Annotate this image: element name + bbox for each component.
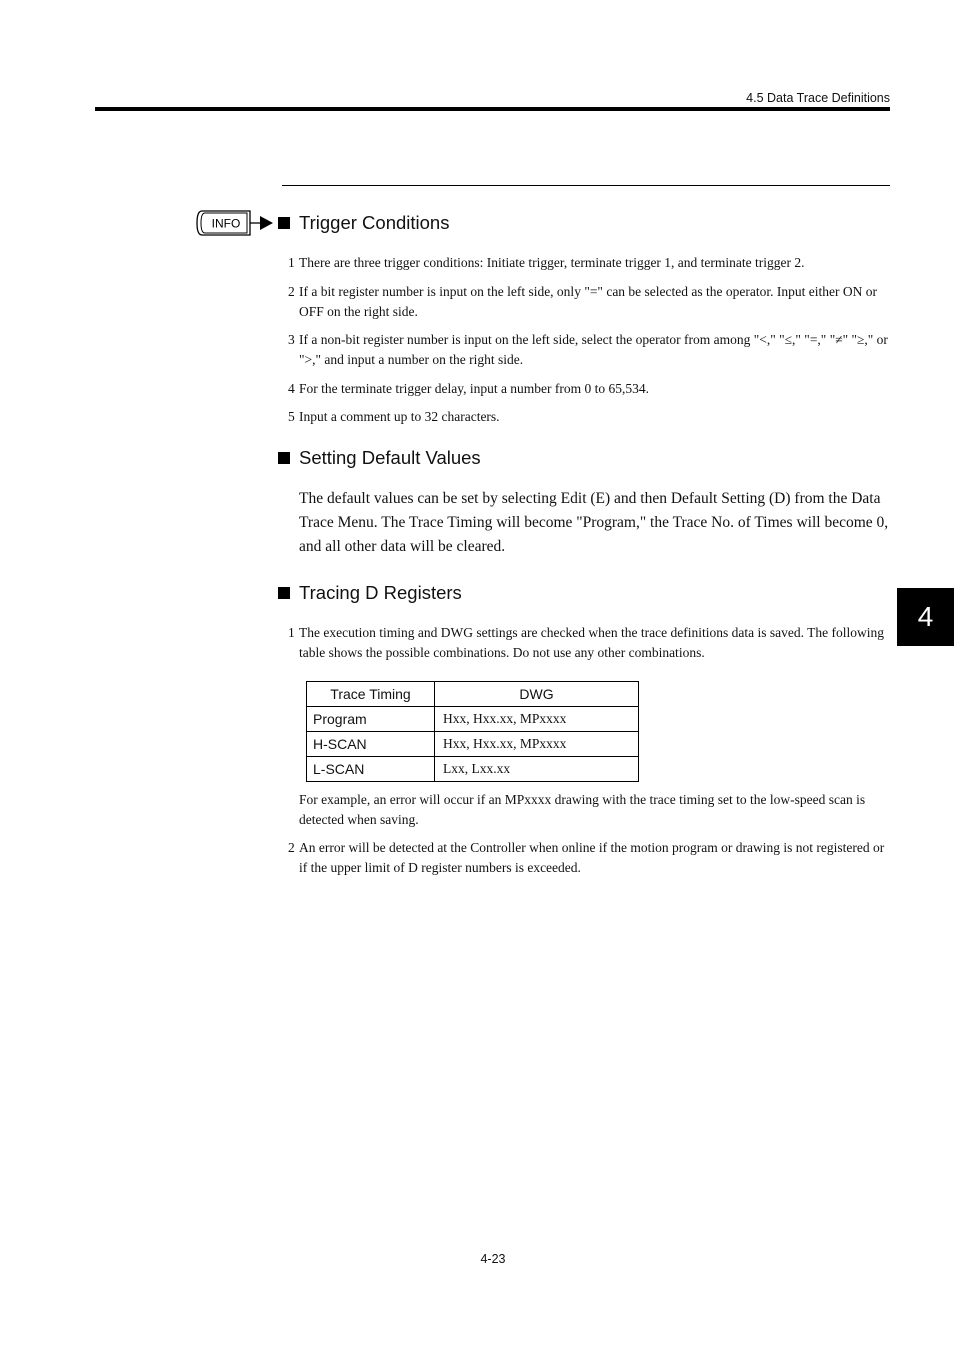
- heading-trigger-conditions: [278, 212, 449, 234]
- table-cell: Program: [307, 707, 435, 732]
- item-text: There are three trigger conditions: Initiate trigger, terminate trigger 1, and terminate trigger 2.: [299, 255, 805, 270]
- section-divider: [282, 185, 890, 186]
- heading-text: Setting Default Values: [299, 447, 481, 468]
- item-text: For the terminate trigger delay, input a number from 0 to 65,534.: [299, 381, 650, 396]
- table-row: [307, 707, 639, 732]
- table-cell: Hxx, Hxx.xx, MPxxxx: [435, 732, 639, 757]
- heading-tracing-d-registers: [278, 582, 462, 604]
- table-header-row: [307, 682, 639, 707]
- info-icon-label: INFO: [211, 216, 241, 231]
- column-header: Trace Timing: [307, 682, 435, 707]
- item-number: 2: [288, 840, 295, 855]
- item-number: 2: [288, 284, 295, 299]
- item-number: 1: [288, 255, 295, 270]
- list-item: [288, 379, 890, 399]
- item-number: 1: [288, 625, 295, 640]
- item-text: If a non-bit register number is input on the left side, select the operator from among "<," "≤," "=," "≠" "≥," or ">," and input a number on the right side.: [299, 332, 888, 367]
- trace-dwg-table: [306, 681, 639, 782]
- heading-text: Tracing D Registers: [299, 582, 462, 603]
- heading-setting-default-values: [278, 447, 481, 469]
- square-bullet-icon: [278, 587, 290, 599]
- list-item: [288, 330, 890, 370]
- square-bullet-icon: [278, 217, 290, 229]
- example-paragraph: For example, an error will occur if an MPxxxx drawing with the trace timing set to the low-speed scan is detected when saving.: [299, 792, 866, 827]
- default-values-paragraph: The default values can be set by selecting Edit (E) and then Default Setting (D) from the Data Trace Menu. The Trace Timing will become "Program," the Trace No. of Times will become 0, and all other data will be cleared.: [299, 490, 889, 555]
- item-number: 5: [288, 409, 295, 424]
- table-cell: H-SCAN: [307, 732, 435, 757]
- list-item: [288, 623, 890, 663]
- chapter-tab: 4: [897, 588, 954, 646]
- list-item: [288, 838, 890, 878]
- running-header: 4.5 Data Trace Definitions: [746, 91, 890, 105]
- info-icon: [196, 209, 274, 237]
- table-row: [307, 757, 639, 782]
- column-header: DWG: [435, 682, 639, 707]
- item-number: 3: [288, 332, 295, 347]
- list-item: [288, 407, 890, 427]
- page-number: 4-23: [480, 1252, 506, 1266]
- list-item: [288, 282, 890, 322]
- item-text: An error will be detected at the Controller when online if the motion program or drawing is not registered or if the upper limit of D register numbers is exceeded.: [299, 840, 885, 875]
- item-text: The execution timing and DWG settings are checked when the trace definitions data is saved. The following table shows the possible combinations. Do not use any other combinations.: [299, 625, 884, 660]
- list-item: [288, 253, 890, 273]
- table-cell: Hxx, Hxx.xx, MPxxxx: [435, 707, 639, 732]
- item-text: Input a comment up to 32 characters.: [299, 409, 500, 424]
- header-rule: [95, 107, 890, 111]
- table-row: [307, 732, 639, 757]
- item-number: 4: [288, 381, 295, 396]
- heading-text: Trigger Conditions: [299, 212, 450, 233]
- square-bullet-icon: [278, 452, 290, 464]
- item-text: If a bit register number is input on the left side, only "=" can be selected as the operator. Input either ON or OFF on the right side.: [299, 284, 877, 319]
- table-cell: L-SCAN: [307, 757, 435, 782]
- table-cell: Lxx, Lxx.xx: [435, 757, 639, 782]
